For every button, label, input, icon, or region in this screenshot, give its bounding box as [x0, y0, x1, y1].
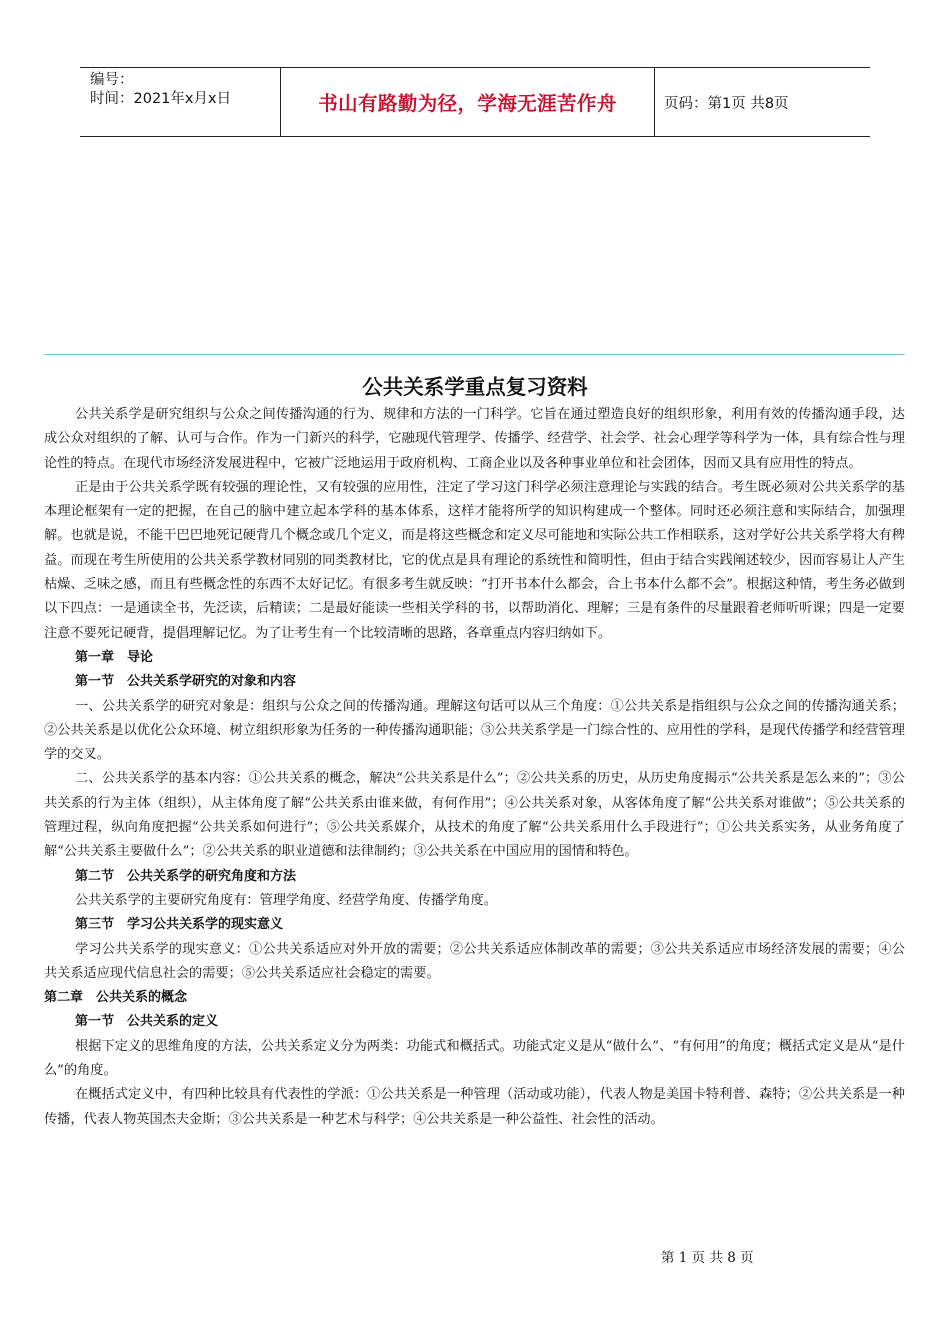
chapter-1-section-3-heading: 第三节 学习公共关系学的现实意义: [75, 917, 284, 933]
paragraph-research-angles: 公共关系学的主要研究角度有：管理学角度、经营学角度、传播学角度。: [75, 892, 497, 908]
paragraph-definition-types: 根据下定义的思维角度的方法，公共关系定义分为两类：功能式和概括式。功能式定义是从“做什么”、“有何用”的角度；概括式定义是从“是什么”的角度。: [44, 1038, 905, 1079]
header-right-cell: [654, 68, 870, 136]
paragraph-basic-content: 二、公共关系学的基本内容：①公共关系的概念，解决“公共关系是什么”；②公共关系的历史，从历史角度揭示“公共关系是怎么来的”；③公共关系的行为主体（组织），从主体角度了解“公共关系由谁来做，有何作用”；④公共关系对象，从客体角度了解“公共关系对谁做”；⑤公共关系的管理过程，纵向角度把握“公共关系如何进行”；⑤公共关系媒介，从技术的角度了解“公共关系用什么手段进行”；①公共关系实务，从业务角度了解“公共关系主要做什么”；②公共关系的职业道德和法律制约；③公共关系在中国应用的国情和特色。: [44, 771, 905, 860]
paragraph-study-advice: 正是由于公共关系学既有较强的理论性，又有较强的应用性，注定了学习这门科学必须注意理论与实践的结合。考生既必须对公共关系学的基本理论框架有一定的把握，在自己的脑中建立起本学科的基本体系，这样才能将所学的知识构建成一个整体。同时还必须注意和实际结合，加强理解。也就是说，不能干巴巴地死记硬背几个概念或几个定义，而是将这些概念和定义尽可能地和实际公共工作相联系，这对学好公共关系学将大有稗益。而现在考生所使用的公共关系学教材同别的同类教材比，它的优点是具有理论的系统性和简明性，但由于结合实践阐述较少，因而容易让人产生枯燥、乏味之感，而且有些概念性的东西不太好记忆。有很多考生就反映：“打开书本什么都会，合上书本什么都不会”。根据这种情，考生务必做到以下四点：一是通读全书，先泛读，后精读；二是最好能读一些相关学科的书，以帮助消化、理解；三是有条件的尽量跟着老师听听课；四是一定要注意不要死记硬背，提倡理解记忆。为了让考生有一个比较清晰的思路，各章重点内容归纳如下。: [44, 479, 905, 641]
page-footer: 第 1 页 共 8 页: [661, 1250, 754, 1266]
chapter-1-section-2-heading: 第二节 公共关系学的研究角度和方法: [75, 868, 297, 884]
chapter-1-section-1-heading: 第一节 公共关系学研究的对象和内容: [75, 674, 297, 690]
paragraph-practical-significance: 学习公共关系学的现实意义：①公共关系适应对外开放的需要；②公共关系适应体制改革的需要；③公共关系适应市场经济发展的需要；④公共关系适应现代信息社会的需要；⑤公共关系适应社会稳定的需要。: [44, 941, 905, 981]
number-label: 编号：: [90, 72, 134, 88]
date-label: 时间：2021年x月x日: [90, 91, 232, 107]
document-body: [44, 403, 905, 1132]
title-separator-line: [44, 354, 905, 355]
chapter-1-heading: 第一章 导论: [75, 649, 154, 665]
document-title: 公共关系学重点复习资料: [362, 375, 588, 399]
header-motto-cell: [280, 68, 655, 136]
paragraph-intro: 公共关系学是研究组织与公众之间传播沟通的行为、规律和方法的一门科学。它旨在通过塑造良好的组织形象，利用有效的传播沟通手段，达成公众对组织的了解、认可与合作。作为一门新兴的科学，它融现代管理学、传播学、经营学、社会学、社会心理学等科学为一体，具有综合性与理论性的特点。在现代市场经济发展进程中，它被广泛地运用于政府机构、工商企业以及各种事业单位和社会团体，因而又具有应用性的特点。: [44, 407, 905, 471]
paragraph-research-object: 一、公共关系学的研究对象是：组织与公众之间的传播沟通。理解这句话可以从三个角度：①公共关系是指组织与公众之间的传播沟通关系；②公共关系是以优化公众环境、树立组织形象为任务的一种传播沟通职能；③公共关系学是一门综合性的、应用性的学科，是现代传播学和经营管理学的交叉。: [44, 698, 905, 763]
page-info: 页码：第1页 共8页: [664, 95, 789, 112]
header-left-cell: [80, 68, 280, 136]
chapter-2-heading: 第二章 公共关系的概念: [44, 990, 188, 1006]
chapter-2-section-1-heading: 第一节 公共关系的定义: [75, 1014, 219, 1030]
header-table: [80, 67, 870, 137]
motto-text: 书山有路勤为径，学海无涯苦作舟: [318, 92, 617, 115]
paragraph-definition-schools: 在概括式定义中，有四种比较具有代表性的学派：①公共关系是一种管理（活动或功能），代表人物是美国卡特利普、森特；②公共关系是一种传播，代表人物英国杰夫金斯；③公共关系是一种艺术与科学；④公共关系是一种公益性、社会性的活动。: [44, 1087, 905, 1127]
